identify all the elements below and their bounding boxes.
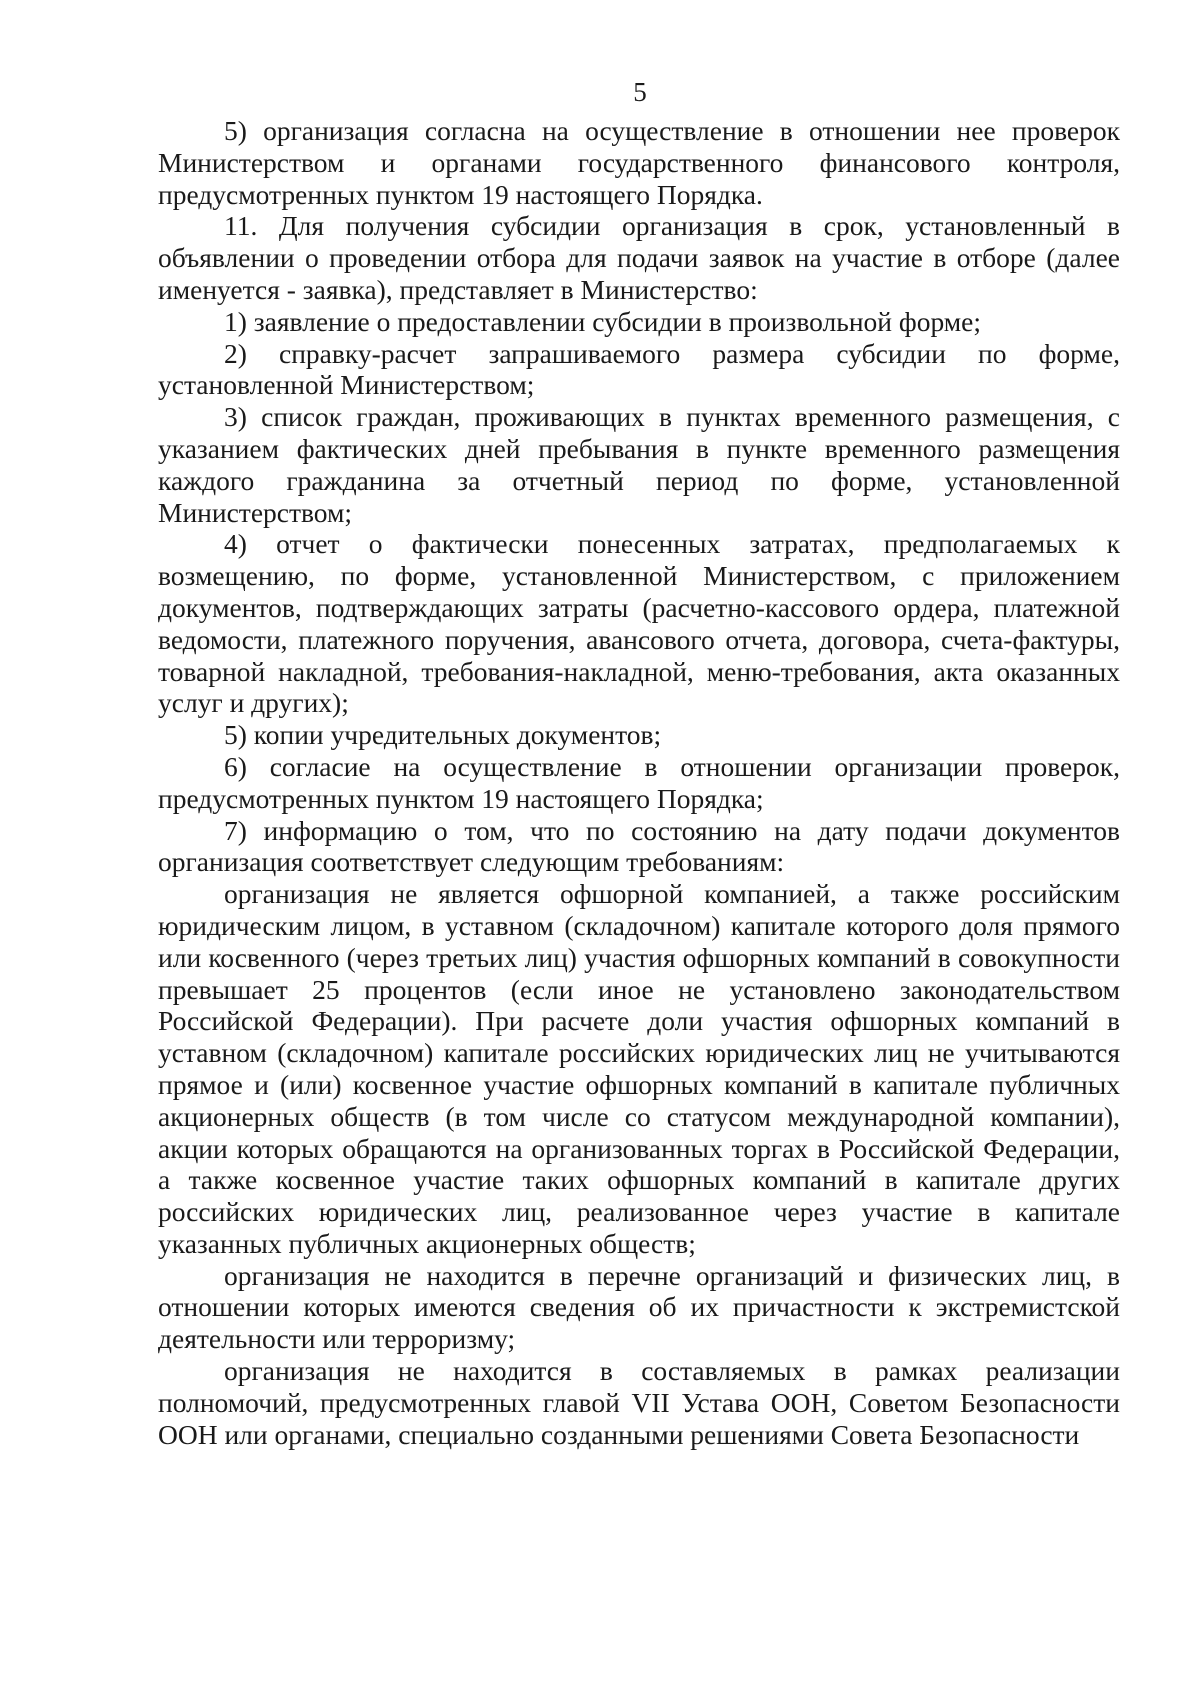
paragraph-item-2: 2) справку-расчет запрашиваемого размера субсидии по форме, установленной Министерством; [158, 337, 1120, 401]
paragraph-item-1: 1) заявление о предоставлении субсидии в произвольной форме; [224, 305, 982, 337]
paragraph-requirement-offshore: организация не является офшорной компанией, а также российским юридическим лицом, в уставном (складочном) капитале которого доля прямого или косвенного (через третьих лиц) участия офшорных компаний в совокупности превышает 25 процентов (если иное не установлено законодательством Российской Федерации). При расчете доли участия офшорных компаний в уставном (складочном) капитале российских юридических лиц не учитываются прямое и (или) косвенное участие офшорных компаний в капитале публичных акционерных обществ (в том числе со статусом международной компании), акции которых обращаются на организованных торгах в Российской Федерации, а также косвенное участие таких офшорных компаний в капитале других российских юридических лиц, реализованное через участие в капитале указанных публичных акционерных обществ; [158, 878, 1120, 1259]
paragraph-section-11: 11. Для получения субсидии организация в срок, установленный в объявлении о проведении отбора для подачи заявок на участие в отборе (далее именуется - заявка), представляет в Министерство: [158, 210, 1120, 305]
paragraph-item-6: 6) согласие на осуществление в отношении организации проверок, предусмотренных пунктом 19 настоящего Порядка; [158, 750, 1120, 814]
paragraph-item-3: 3) список граждан, проживающих в пунктах временного размещения, с указанием фактических дней пребывания в пункте временного размещения каждого гражданина за отчетный период по форме, установленной Министерством; [158, 401, 1120, 528]
document-body [158, 115, 1120, 1450]
paragraph-requirement-extremism: организация не находится в перечне организаций и физических лиц, в отношении которых имеются сведения об их причастности к экстремистской деятельности или терроризму; [158, 1259, 1120, 1355]
paragraph-item-5-copies: 5) копии учредительных документов; [224, 719, 662, 751]
paragraph-item-7: 7) информацию о том, что по состоянию на дату подачи документов организация соответствует следующим требованиям: [158, 814, 1120, 878]
paragraph-item-4: 4) отчет о фактически понесенных затратах, предполагаемых к возмещению, по форме, установленной Министерством, с приложением документов, подтверждающих затраты (расчетно-кассового ордера, платежной ведомости, платежного поручения, авансового отчета, договора, счета-фактуры, товарной накладной, требования-накладной, меню-требования, акта оказанных услуг и других); [158, 528, 1120, 719]
paragraph-requirement-un-lists: организация не находится в составляемых в рамках реализации полномочий, предусмотренных главой VII Устава ООН, Советом Безопасности ООН или органами, специально созданными решениями Совета Безопасности [158, 1355, 1120, 1450]
paragraph-item-5: 5) организация согласна на осуществление в отношении нее проверок Министерством и органами государственного финансового контроля, предусмотренных пунктом 19 настоящего Порядка. [158, 115, 1120, 210]
page-number: 5 [633, 77, 647, 107]
